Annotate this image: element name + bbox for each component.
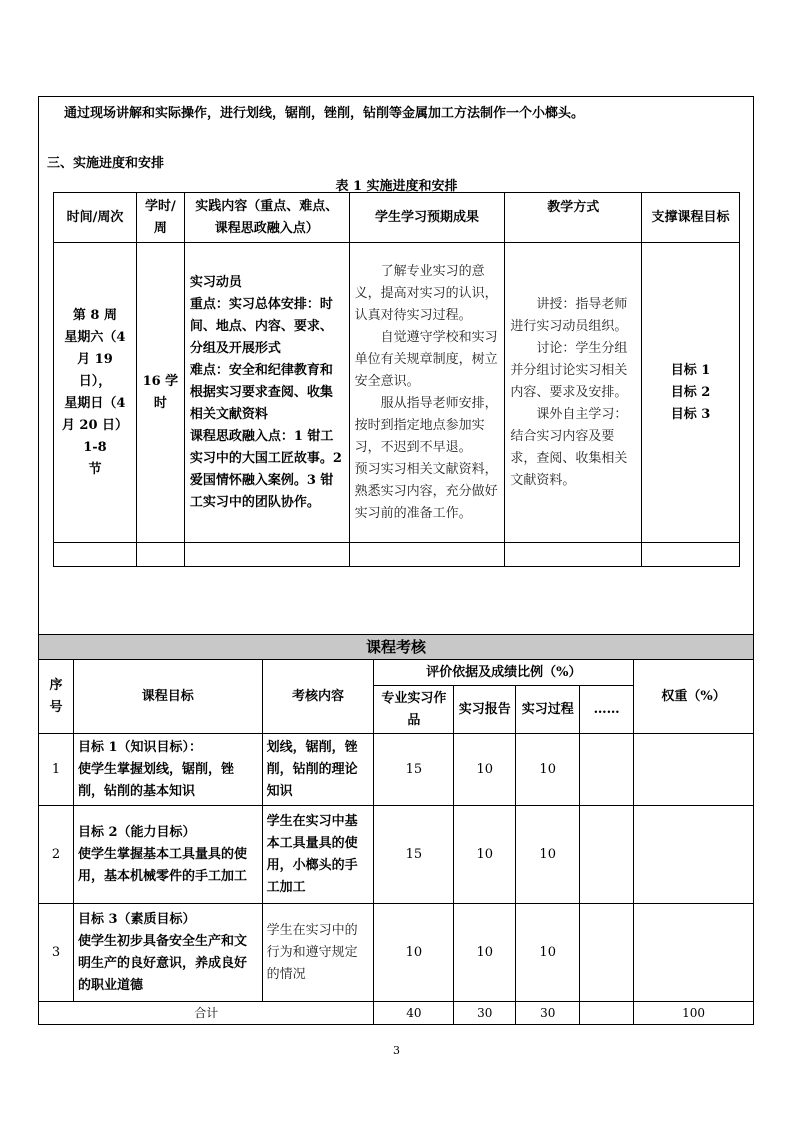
assessment-row: 3 目标 3（素质目标） 使学生初步具备安全生产和文明生产的良好意识，养成良好的职业道德 学生在实习中的行为和遵守规定的情况 10 10 10 <box>39 904 754 1002</box>
header-report: 实习报告 <box>454 686 516 734</box>
table-caption: 表 1 实施进度和安排 <box>335 179 458 194</box>
assessment-row: 1 目标 1（知识目标）： 使学生掌握划线，锯削，锉削，钻削的基本知识 划线，锯削，锉削，钻削的理论知识 15 10 10 <box>39 734 754 806</box>
schedule-empty-row <box>54 543 740 567</box>
section-heading: 三、实施进度和安排 <box>47 156 165 171</box>
header-more: …… <box>580 686 634 734</box>
assessment-total-row: 合计 40 30 30 100 <box>39 1002 754 1025</box>
schedule-header-row <box>54 193 740 243</box>
header-time: 时间/周次 <box>54 193 137 243</box>
assessment-title: 课程考核 <box>39 635 754 660</box>
header-hours: 学时/周 <box>136 193 184 243</box>
page-number: 3 <box>393 1044 400 1057</box>
schedule-row <box>54 243 740 543</box>
goal-cell: 目标 1 目标 2 目标 3 <box>642 243 740 543</box>
header-process: 实习过程 <box>516 686 580 734</box>
total-label: 合计 <box>39 1002 374 1025</box>
content-cell: 实习动员 重点：实习总体安排：时间、地点、内容、要求、分组及开展形式 难点：安全和纪律教育和根据实习要求查阅、收集相关文献资料 课程思政融入点：1 钳工实习中的大国工匠故事。2 爱国情怀融入案例。3 钳工实习中的团队协作。 <box>184 243 349 543</box>
schedule-table <box>53 192 740 567</box>
header-outcome: 学生学习预期成果 <box>349 193 505 243</box>
hours-cell: 16 学时 <box>136 243 184 543</box>
assessment-header-row <box>39 660 754 686</box>
header-content: 实践内容（重点、难点、课程思政融入点） <box>184 193 349 243</box>
assessment-row: 2 目标 2（能力目标） 使学生掌握基本工具量具的使用，基本机械零件的手工加工 学生在实习中基本工具量具的使用，小榔头的手工加工 15 10 10 <box>39 806 754 904</box>
header-method: 教学方式 <box>505 193 642 243</box>
header-seq: 序号 <box>39 660 74 734</box>
header-eval: 评价依据及成绩比例（%） <box>374 660 634 686</box>
intro-text: 通过现场讲解和实际操作，进行划线，锯削，锉削，钻削等金属加工方法制作一个小榔头。 <box>64 106 585 121</box>
outcome-cell: 了解专业实习的意义，提高对实习的认识，认真对待实习过程。 自觉遵守学校和实习单位有关规章制度，树立安全意识。 服从指导老师安排，按时到指定地点参加实习，不迟到不早退。 预习实习相关文献资料，熟悉实习内容，充分做好实习前的准备工作。 <box>349 243 505 543</box>
header-goal: 支撑课程目标 <box>642 193 740 243</box>
assessment-title-row <box>39 635 754 660</box>
header-course-goal: 课程目标 <box>73 660 262 734</box>
header-assess-content: 考核内容 <box>262 660 374 734</box>
header-weight: 权重（%） <box>634 660 754 734</box>
assessment-table <box>38 634 754 1025</box>
header-work: 专业实习作品 <box>374 686 454 734</box>
time-cell: 第 8 周 星期六（4 月 19 日）， 星期日（4 月 20 日） 1-8 节 <box>54 243 137 543</box>
total-weight: 100 <box>634 1002 754 1025</box>
method-cell: 讲授：指导老师进行实习动员组织。 讨论：学生分组并分组讨论实习相关内容、要求及安排。 课外自主学习：结合实习内容及要求，查阅、收集相关文献资料。 <box>505 243 642 543</box>
